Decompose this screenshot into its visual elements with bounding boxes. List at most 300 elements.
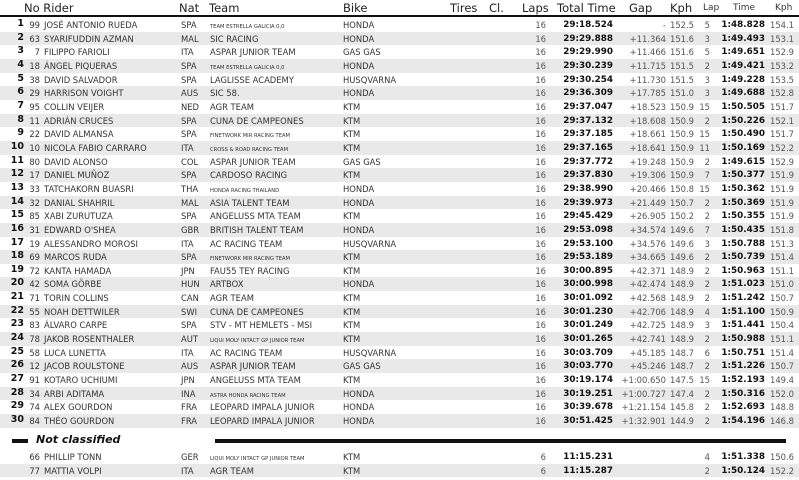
best-lap-time: 1:50.226 [721, 115, 765, 126]
laps: 16 [535, 101, 546, 112]
bike-brand: KTM [343, 170, 361, 181]
avg-speed: 148.9 [670, 334, 694, 345]
avg-speed: 151.6 [670, 33, 694, 44]
total-time: 30:01.265 [563, 334, 613, 345]
nationality: SPA [181, 115, 197, 126]
best-lap-speed: 151.9 [770, 183, 794, 194]
nationality: NED [181, 101, 200, 112]
best-lap-number: 2 [704, 252, 710, 263]
best-lap-number: 3 [704, 238, 710, 249]
nationality: SPA [181, 129, 197, 140]
rider-name: JACOB ROULSTONE [44, 361, 125, 372]
best-lap-speed: 151.1 [770, 265, 794, 276]
rider-name: LUCA LUNETTA [44, 347, 106, 358]
position: 4 [17, 58, 24, 70]
best-lap-speed: 150.6 [770, 452, 794, 462]
best-lap-time: 1:51.226 [721, 361, 765, 372]
rider-name: DANIEL MUÑOZ [44, 170, 110, 181]
team-name: CUNA DE CAMPEONES [210, 115, 304, 126]
col-header-total-time: Total Time [557, 1, 616, 15]
col-header-team: Team [209, 1, 240, 15]
laps: 16 [535, 238, 546, 249]
rider-number: 7 [34, 47, 40, 58]
best-lap-time: 1:49.688 [721, 88, 765, 99]
nationality: SPA [181, 211, 197, 222]
laps: 16 [535, 156, 546, 167]
nationality: FRA [181, 402, 198, 413]
team-name: LIQUI MOLY INTACT GP JUNIOR TEAM [210, 456, 305, 462]
avg-speed: 148.9 [670, 279, 694, 290]
total-time: 29:18.524 [563, 20, 613, 30]
rider-name: XABI ZURUTUZA [44, 211, 113, 222]
best-lap-speed: 151.4 [770, 347, 794, 358]
best-lap-number: 2 [704, 416, 710, 427]
bike-brand: HONDA [343, 416, 375, 427]
classified-results [0, 18, 799, 428]
table-row [0, 45, 799, 59]
gap: +1:21.154 [621, 402, 666, 413]
avg-speed: 150.7 [670, 197, 694, 208]
team-name: ASPAR JUNIOR TEAM [210, 47, 296, 58]
best-lap-time: 1:54.196 [721, 416, 765, 427]
gap: +42.706 [629, 306, 666, 317]
best-lap-speed: 151.9 [770, 170, 794, 181]
best-lap-speed: 153.1 [770, 33, 794, 44]
nationality: SPA [181, 170, 197, 181]
bike-brand: KTM [343, 465, 361, 476]
rider-number: 12 [29, 361, 40, 372]
team-name: ASPAR JUNIOR TEAM [210, 156, 296, 167]
table-row [0, 59, 799, 73]
best-lap-time: 1:49.493 [721, 33, 765, 44]
rider-name: ALESSANDRO MOROSI [44, 238, 139, 249]
position: 8 [17, 113, 24, 125]
table-row [0, 346, 799, 360]
best-lap-speed: 152.9 [770, 156, 794, 167]
gap: +1:00.727 [621, 388, 666, 399]
best-lap-time: 1:50.355 [721, 211, 765, 222]
bike-brand: HONDA [343, 388, 375, 399]
gap: +42.568 [629, 293, 666, 304]
rider-number: 66 [29, 452, 40, 462]
position: 25 [10, 345, 24, 357]
team-name: AC RACING TEAM [210, 347, 283, 358]
position: 11 [10, 154, 24, 166]
rider-number: 80 [29, 156, 40, 167]
best-lap-number: 3 [704, 320, 710, 331]
total-time: 29:38.990 [563, 183, 613, 194]
best-lap-speed: 152.2 [770, 142, 794, 153]
team-name: SIC RACING [210, 33, 259, 44]
best-lap-speed: 150.9 [770, 306, 794, 317]
best-lap-number: 6 [704, 347, 710, 358]
best-lap-number: 2 [704, 388, 710, 399]
best-lap-time: 1:50.362 [721, 183, 765, 194]
gap: +42.725 [629, 320, 666, 331]
avg-speed: 151.5 [670, 74, 694, 85]
bike-brand: KTM [343, 115, 361, 126]
position: 21 [10, 291, 24, 303]
bike-brand: HONDA [343, 183, 375, 194]
laps: 16 [535, 183, 546, 194]
gap: - [662, 20, 666, 30]
best-lap-number: 5 [704, 47, 710, 58]
total-time: 30:51.425 [563, 416, 613, 427]
position: 9 [17, 127, 24, 139]
best-lap-number: 4 [704, 306, 710, 317]
laps: 16 [535, 265, 546, 276]
table-row [0, 86, 799, 100]
best-lap-speed: 152.2 [770, 465, 794, 476]
gap: +45.246 [629, 361, 666, 372]
avg-speed: 150.2 [670, 211, 694, 222]
position: 3 [17, 45, 24, 57]
rider-number: 31 [29, 224, 40, 235]
table-row [0, 196, 799, 210]
bike-brand: HONDA [343, 197, 375, 208]
team-name: ASTRA HONDA RACING TEAM [210, 392, 286, 399]
rider-name: ADRIÁN CRUCES [44, 115, 114, 126]
nationality: ITA [181, 47, 194, 58]
bike-brand: GAS GAS [343, 361, 381, 372]
position: 24 [10, 332, 24, 344]
rider-name: THÉO GOURDON [44, 416, 115, 427]
best-lap-number: 2 [704, 115, 710, 126]
total-time: 29:37.132 [563, 115, 613, 126]
rider-number: 83 [29, 320, 40, 331]
team-name: LEOPARD IMPALA JUNIOR [210, 416, 315, 427]
table-row [0, 168, 799, 182]
best-lap-number: 7 [704, 224, 710, 235]
total-time: 29:45.429 [563, 211, 613, 222]
avg-speed: 150.9 [670, 156, 694, 167]
table-row [0, 464, 799, 478]
table-row [0, 450, 799, 464]
gap: +1:32.901 [621, 416, 666, 427]
bike-brand: KTM [343, 211, 361, 222]
best-lap-time: 1:50.505 [721, 101, 765, 112]
col-header-tires: Tires [450, 1, 478, 15]
rider-number: 78 [29, 334, 40, 345]
best-lap-number: 3 [704, 74, 710, 85]
best-lap-number: 2 [704, 465, 710, 476]
best-lap-number: 15 [699, 129, 710, 140]
nationality: ITA [181, 238, 194, 249]
col-header-laps: Laps [522, 1, 549, 15]
best-lap-number: 2 [704, 361, 710, 372]
team-name: SIC 58. [210, 88, 240, 99]
avg-speed: 148.7 [670, 347, 694, 358]
bike-brand: KTM [343, 142, 361, 153]
rider-name: JOSÉ ANTONIO RUEDA [44, 20, 138, 30]
total-time: 29:37.830 [563, 170, 613, 181]
position: 2 [17, 31, 24, 43]
position: 28 [10, 386, 24, 398]
best-lap-speed: 151.1 [770, 334, 794, 345]
position: 6 [17, 86, 24, 98]
best-lap-speed: 150.7 [770, 361, 794, 372]
gap: +42.474 [629, 279, 666, 290]
nationality: MAL [181, 197, 199, 208]
rider-number: 85 [29, 211, 40, 222]
bike-brand: HONDA [343, 279, 375, 290]
position: 18 [10, 250, 24, 262]
position: 10 [10, 140, 24, 152]
position: 5 [17, 72, 24, 84]
laps: 16 [535, 306, 546, 317]
team-name: BRITISH TALENT TEAM [210, 224, 304, 235]
avg-speed: 145.8 [670, 402, 694, 413]
table-row [0, 291, 799, 305]
team-name: LEOPARD IMPALA JUNIOR [210, 402, 315, 413]
best-lap-speed: 152.0 [770, 388, 794, 399]
gap: +34.665 [629, 252, 666, 263]
laps: 16 [535, 347, 546, 358]
position: 14 [10, 195, 24, 207]
not-classified-label: Not classified [36, 433, 121, 446]
total-time: 29:37.185 [563, 129, 613, 140]
laps: 16 [535, 388, 546, 399]
best-lap-speed: 146.8 [770, 416, 794, 427]
col-header-bike: Bike [343, 1, 368, 15]
rider-name: DAVID SALVADOR [44, 74, 118, 85]
col-header-best-time: Time [733, 3, 756, 13]
best-lap-time: 1:50.435 [721, 224, 765, 235]
best-lap-time: 1:50.739 [721, 252, 765, 263]
bike-brand: HONDA [343, 88, 375, 99]
total-time: 29:29.888 [563, 33, 613, 44]
rider-number: 33 [29, 183, 40, 194]
position: 22 [10, 304, 24, 316]
rider-number: 77 [29, 465, 40, 476]
total-time: 29:37.165 [563, 142, 613, 153]
rider-number: 17 [29, 170, 40, 181]
rider-name: PHILLIP TONN [44, 452, 102, 462]
position: 27 [10, 373, 24, 385]
not-classified-results [0, 450, 799, 477]
gap: +42.371 [629, 265, 666, 276]
nationality: AUS [181, 361, 199, 372]
best-lap-speed: 151.4 [770, 252, 794, 263]
laps: 16 [535, 279, 546, 290]
total-time: 30:19.251 [563, 388, 613, 399]
best-lap-number: 3 [704, 88, 710, 99]
best-lap-speed: 152.8 [770, 88, 794, 99]
nationality: SPA [181, 20, 197, 30]
rider-name: ALEX GOURDON [44, 402, 113, 413]
avg-speed: 149.6 [670, 238, 694, 249]
nationality: SPA [181, 320, 197, 331]
rider-number: 29 [29, 88, 40, 99]
laps: 16 [535, 375, 546, 386]
position: 12 [10, 168, 24, 180]
gap: +18.641 [629, 142, 666, 153]
nationality: ITA [181, 465, 194, 476]
gap: +11.715 [629, 60, 666, 71]
avg-speed: 150.9 [670, 115, 694, 126]
bike-brand: HONDA [343, 60, 375, 71]
best-lap-time: 1:52.193 [721, 375, 765, 386]
table-row [0, 155, 799, 169]
position: 13 [10, 181, 24, 193]
table-row [0, 73, 799, 87]
rider-number: 22 [29, 129, 40, 140]
nationality: ITA [181, 347, 194, 358]
col-header-no-rider: No Rider [24, 1, 74, 15]
avg-speed: 150.8 [670, 183, 694, 194]
position: 23 [10, 318, 24, 330]
laps: 16 [535, 170, 546, 181]
rider-name: TATCHAKORN BUASRI [44, 183, 134, 194]
col-header-gap: Gap [629, 1, 653, 15]
rider-number: 71 [29, 293, 40, 304]
best-lap-speed: 152.1 [770, 115, 794, 126]
gap: +19.306 [629, 170, 666, 181]
team-name: ARTBOX [210, 279, 244, 290]
bike-brand: KTM [343, 375, 361, 386]
rider-number: 99 [29, 20, 40, 30]
gap: +21.449 [629, 197, 666, 208]
avg-speed: 151.6 [670, 47, 694, 58]
total-time: 29:53.100 [563, 238, 613, 249]
nationality: AUS [181, 88, 199, 99]
rider-number: 58 [29, 347, 40, 358]
bike-brand: GAS GAS [343, 156, 381, 167]
rider-name: HARRISON VOIGHT [44, 88, 124, 99]
best-lap-number: 15 [699, 375, 710, 386]
table-row [0, 373, 799, 387]
rider-name: ÁLVARO CARPE [44, 320, 108, 331]
total-time: 30:03.770 [563, 361, 613, 372]
bike-brand: KTM [343, 265, 361, 276]
table-row [0, 359, 799, 373]
team-name: ANGELUSS MTA TEAM [210, 375, 301, 386]
best-lap-number: 11 [699, 142, 710, 153]
gap: +11.730 [629, 74, 666, 85]
nationality: GBR [181, 224, 200, 235]
best-lap-speed: 153.5 [770, 74, 794, 85]
position: 30 [10, 414, 24, 426]
laps: 16 [535, 197, 546, 208]
rider-name: ÁNGEL PIQUERAS [44, 60, 118, 71]
total-time: 29:36.309 [563, 88, 613, 99]
team-name: LAGLISSE ACADEMY [210, 74, 294, 85]
best-lap-time: 1:50.369 [721, 197, 765, 208]
rider-name: MARCOS RUDA [44, 252, 107, 263]
avg-speed: 148.7 [670, 361, 694, 372]
gap: +11.364 [629, 33, 666, 44]
bike-brand: KTM [343, 129, 361, 140]
not-classified-header [0, 432, 799, 448]
team-name: AGR TEAM [210, 101, 254, 112]
total-time: 29:37.047 [563, 101, 613, 112]
best-lap-time: 1:50.963 [721, 265, 765, 276]
best-lap-speed: 151.7 [770, 101, 794, 112]
best-lap-time: 1:50.316 [721, 388, 765, 399]
team-name: FINETWORK MIR RACING TEAM [210, 133, 290, 140]
rider-name: NICOLA FABIO CARRARO [44, 142, 147, 153]
best-lap-time: 1:50.124 [721, 465, 765, 476]
avg-speed: 144.9 [670, 416, 694, 427]
best-lap-time: 1:50.788 [721, 238, 765, 249]
nationality: COL [181, 156, 199, 167]
laps: 16 [535, 224, 546, 235]
rider-number: 19 [29, 238, 40, 249]
laps: 16 [535, 129, 546, 140]
team-name: LIQUI MOLY INTACT GP JUNIOR TEAM [210, 338, 305, 345]
best-lap-speed: 151.0 [770, 279, 794, 290]
team-name: TEAM ESTRELLA GALICIA 0,0 [210, 64, 285, 71]
best-lap-time: 1:51.023 [721, 279, 765, 290]
gap: +19.248 [629, 156, 666, 167]
avg-speed: 149.6 [670, 224, 694, 235]
table-header [0, 0, 799, 16]
team-name: ASIA TALENT TEAM [210, 197, 290, 208]
table-row [0, 141, 799, 155]
team-name: ASPAR JUNIOR TEAM [210, 361, 296, 372]
laps: 6 [540, 465, 546, 476]
rider-number: 34 [29, 388, 40, 399]
best-lap-number: 2 [704, 279, 710, 290]
best-lap-time: 1:52.693 [721, 402, 765, 413]
laps: 16 [535, 142, 546, 153]
rider-number: 10 [29, 142, 40, 153]
table-row [0, 277, 799, 291]
bike-brand: KTM [343, 101, 361, 112]
team-name: AC RACING TEAM [210, 238, 283, 249]
rider-name: DAVID ALONSO [44, 156, 108, 167]
avg-speed: 150.9 [670, 101, 694, 112]
avg-speed: 148.9 [670, 293, 694, 304]
team-name: CARDOSO RACING [210, 170, 288, 181]
position: 1 [17, 18, 24, 29]
nationality: GER [181, 452, 199, 462]
position: 7 [17, 99, 24, 111]
best-lap-time: 1:51.242 [721, 293, 765, 304]
team-name: AGR TEAM [210, 293, 254, 304]
bike-brand: HUSQVARNA [343, 347, 397, 358]
total-time: 11:15.231 [563, 452, 613, 462]
rider-number: 11 [29, 115, 40, 126]
avg-speed: 150.9 [670, 129, 694, 140]
rider-name: DANIAL SHAHRIL [44, 197, 115, 208]
best-lap-speed: 151.9 [770, 197, 794, 208]
best-lap-time: 1:50.377 [721, 170, 765, 181]
laps: 16 [535, 88, 546, 99]
total-time: 29:39.973 [563, 197, 613, 208]
avg-speed: 147.5 [670, 375, 694, 386]
best-lap-time: 1:51.338 [721, 452, 765, 462]
team-name: FAU55 TEY RACING [210, 265, 290, 276]
table-row [0, 32, 799, 46]
col-header-nat: Nat [179, 1, 200, 15]
table-row [0, 305, 799, 319]
rider-number: 55 [29, 306, 40, 317]
position: 26 [10, 359, 24, 371]
avg-speed: 148.9 [670, 320, 694, 331]
section-bar-right [215, 439, 786, 443]
avg-speed: 151.5 [670, 60, 694, 71]
bike-brand: HUSQVARNA [343, 74, 397, 85]
table-row [0, 318, 799, 332]
best-lap-time: 1:50.490 [721, 129, 765, 140]
position: 17 [10, 236, 24, 248]
nationality: CAN [181, 293, 199, 304]
laps: 16 [535, 252, 546, 263]
nationality: SPA [181, 252, 197, 263]
nationality: SWI [181, 306, 198, 317]
best-lap-speed: 149.4 [770, 375, 794, 386]
